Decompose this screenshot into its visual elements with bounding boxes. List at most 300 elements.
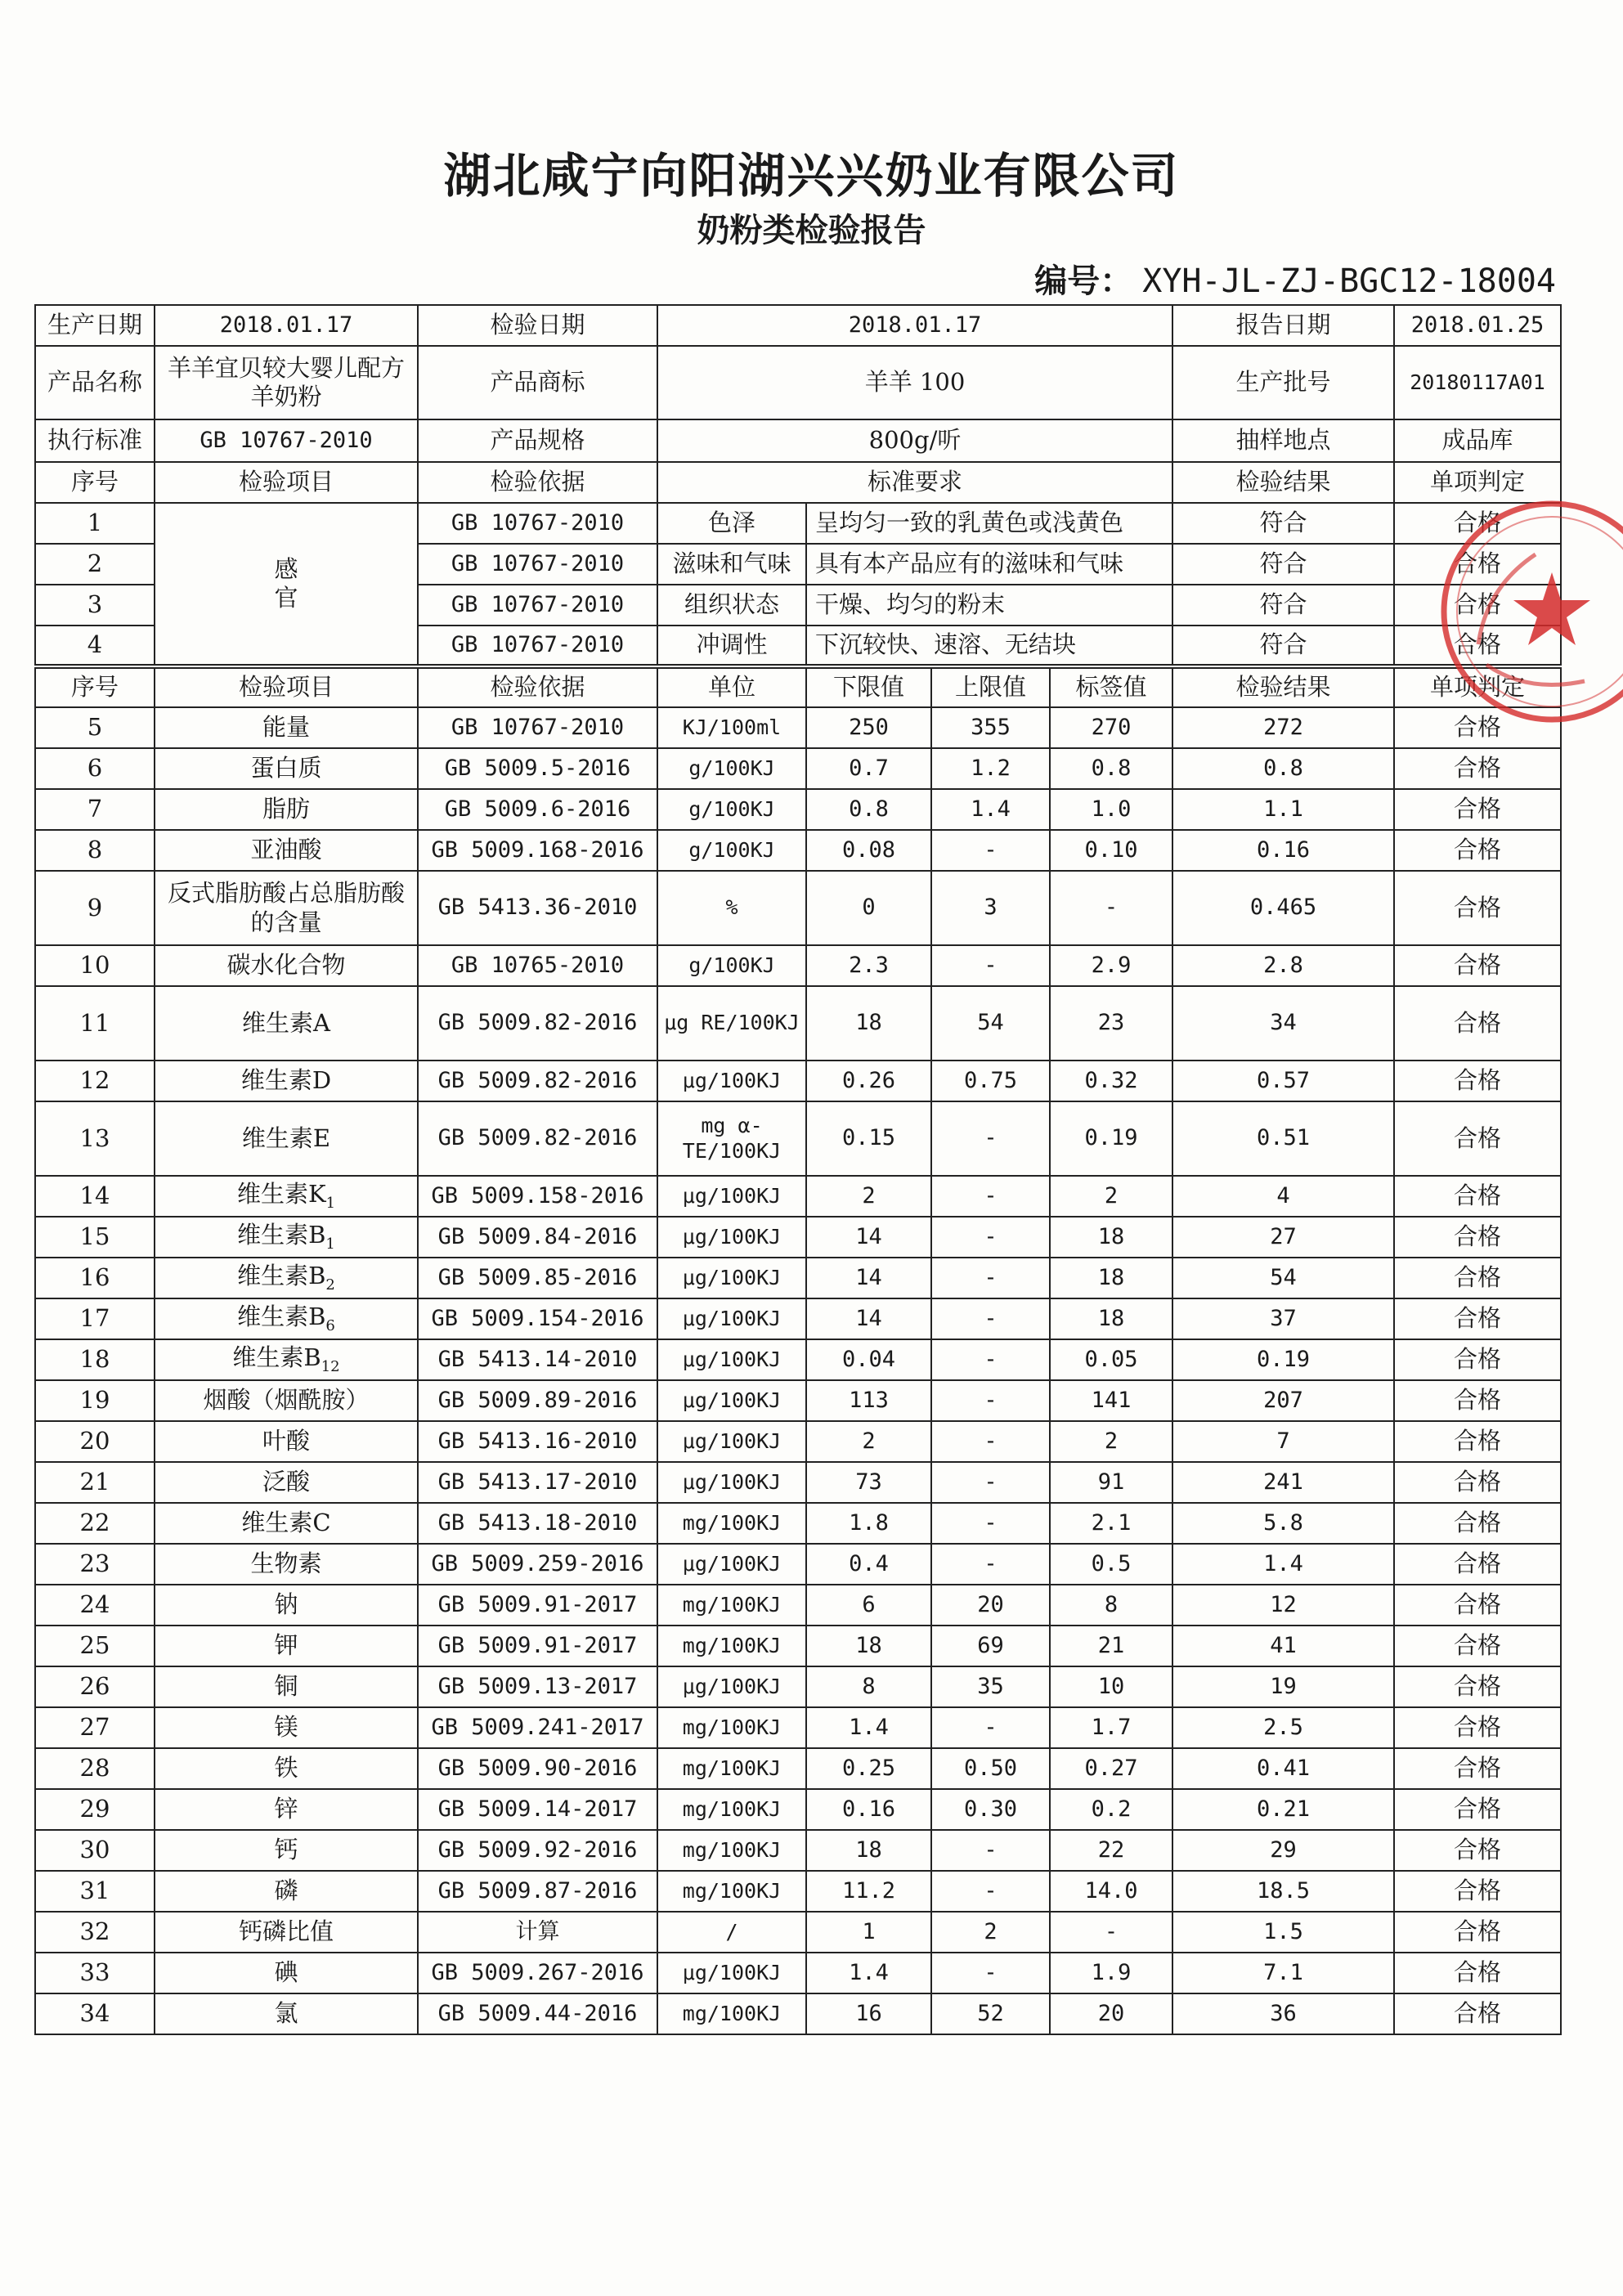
lower-limit: 1.8: [806, 1503, 931, 1544]
label-value: 0.32: [1050, 1061, 1172, 1101]
unit: mg/100KJ: [657, 1585, 806, 1626]
test-item-name: 维生素B: [232, 1343, 321, 1372]
sensory-attribute: 组织状态: [657, 585, 806, 626]
upper-limit: -: [931, 1298, 1050, 1339]
test-item-subscript: 1: [325, 1235, 335, 1253]
row-no: 22: [35, 1503, 155, 1544]
result: 0.21: [1172, 1789, 1394, 1830]
nutrient-row: [35, 789, 1561, 830]
col-no-header: 序号: [35, 666, 155, 707]
label-value: 0.5: [1050, 1544, 1172, 1585]
label-value: 21: [1050, 1626, 1172, 1666]
sensory-attribute: 色泽: [657, 503, 806, 544]
result: 18.5: [1172, 1871, 1394, 1912]
sensory-attribute: 冲调性: [657, 626, 806, 666]
test-item-name: 磷: [274, 1877, 298, 1905]
result: 符合: [1172, 503, 1394, 544]
nutrient-row: [35, 1380, 1561, 1421]
test-item-name: 烟酸（烟酰胺）: [203, 1386, 370, 1415]
col-no-header: 序号: [35, 462, 155, 503]
judgement: 合格: [1394, 1503, 1561, 1544]
col-requirement-header: 标准要求: [657, 462, 1172, 503]
report-number-label: 编号：: [1034, 262, 1133, 300]
lower-limit: 0.7: [806, 748, 931, 789]
test-item-subscript: 1: [325, 1194, 336, 1212]
result: 1.4: [1172, 1544, 1394, 1585]
row-no: 28: [35, 1748, 155, 1789]
row-no: 6: [35, 748, 155, 789]
spec-value: 800g/听: [657, 419, 1172, 462]
col-judgement-header: 单项判定: [1394, 462, 1561, 503]
label-value: 0.10: [1050, 830, 1172, 871]
row-no: 9: [35, 871, 155, 945]
result: 0.41: [1172, 1748, 1394, 1789]
row-no: 24: [35, 1585, 155, 1626]
row-no: 4: [35, 626, 155, 666]
result: 4: [1172, 1176, 1394, 1217]
upper-limit: 2: [931, 1912, 1050, 1953]
row-no: 27: [35, 1707, 155, 1748]
judgement: 合格: [1394, 1871, 1561, 1912]
info-row-2: [35, 346, 1561, 419]
result: 0.51: [1172, 1101, 1394, 1176]
basis: GB 5413.17-2010: [418, 1462, 657, 1503]
nutrient-row: [35, 1544, 1561, 1585]
result: 27: [1172, 1217, 1394, 1258]
row-no: 15: [35, 1217, 155, 1258]
standard-label: 执行标准: [35, 419, 155, 462]
test-item: [155, 1666, 418, 1707]
row-no: 14: [35, 1176, 155, 1217]
requirement: 呈均匀一致的乳黄色或浅黄色: [806, 503, 1172, 544]
sensory-group-char: 官: [274, 584, 298, 612]
upper-limit: -: [931, 1830, 1050, 1871]
insp-date-label: 检验日期: [418, 305, 657, 346]
upper-limit: -: [931, 1101, 1050, 1176]
upper-limit: 54: [931, 986, 1050, 1061]
nutrient-row: [35, 1993, 1561, 2034]
label-value: 0.8: [1050, 748, 1172, 789]
lower-limit: 2.3: [806, 945, 931, 986]
lower-limit: 1.4: [806, 1707, 931, 1748]
label-value: 270: [1050, 707, 1172, 748]
lower-limit: 0.08: [806, 830, 931, 871]
test-item: [155, 1217, 418, 1258]
unit: mg/100KJ: [657, 1871, 806, 1912]
basis: GB 5009.6-2016: [418, 789, 657, 830]
basis: GB 5009.267-2016: [418, 1953, 657, 1993]
test-item: [155, 1339, 418, 1380]
judgement: 合格: [1394, 986, 1561, 1061]
judgement: 合格: [1394, 1953, 1561, 1993]
basis: GB 5009.158-2016: [418, 1176, 657, 1217]
result: 19: [1172, 1666, 1394, 1707]
upper-limit: 1.4: [931, 789, 1050, 830]
result: 34: [1172, 986, 1394, 1061]
test-item: [155, 1258, 418, 1298]
label-value: 0.05: [1050, 1339, 1172, 1380]
test-item-name: 能量: [262, 713, 310, 742]
upper-limit: 0.50: [931, 1748, 1050, 1789]
test-item-name: 维生素K: [236, 1180, 326, 1209]
prod-date-value: 2018.01.17: [155, 305, 418, 346]
nutrient-row: [35, 1912, 1561, 1953]
lower-limit: 18: [806, 1626, 931, 1666]
nutrient-row: [35, 1871, 1561, 1912]
spec-label: 产品规格: [418, 419, 657, 462]
row-no: 17: [35, 1298, 155, 1339]
unit: %: [657, 871, 806, 945]
test-item-subscript: 12: [321, 1357, 340, 1375]
sensory-header-row: [35, 462, 1561, 503]
judgement: 合格: [1394, 830, 1561, 871]
test-item-name: 叶酸: [262, 1427, 310, 1455]
test-item-subscript: 6: [325, 1316, 335, 1334]
basis: GB 5009.5-2016: [418, 748, 657, 789]
lower-limit: 6: [806, 1585, 931, 1626]
lower-limit: 14: [806, 1217, 931, 1258]
test-item: [155, 1462, 418, 1503]
judgement: 合格: [1394, 503, 1561, 544]
test-item: [155, 1626, 418, 1666]
unit: mg/100KJ: [657, 1993, 806, 2034]
judgement: 合格: [1394, 707, 1561, 748]
result: 0.19: [1172, 1339, 1394, 1380]
unit: g/100KJ: [657, 830, 806, 871]
result: 0.465: [1172, 871, 1394, 945]
basis: GB 5413.14-2010: [418, 1339, 657, 1380]
lower-limit: 113: [806, 1380, 931, 1421]
result: 12: [1172, 1585, 1394, 1626]
brand-value: 羊羊 100: [657, 346, 1172, 419]
test-item-name: 脂肪: [262, 795, 310, 823]
test-item: [155, 871, 418, 945]
upper-limit: -: [931, 1503, 1050, 1544]
basis: GB 5009.84-2016: [418, 1217, 657, 1258]
lower-limit: 0.8: [806, 789, 931, 830]
requirement: 具有本产品应有的滋味和气味: [806, 544, 1172, 585]
test-item-name: 维生素E: [241, 1123, 331, 1152]
test-item: [155, 1061, 418, 1101]
label-value: 2: [1050, 1176, 1172, 1217]
nutrient-row: [35, 830, 1561, 871]
unit: μg/100KJ: [657, 1217, 806, 1258]
nutrient-row: [35, 871, 1561, 945]
judgement: 合格: [1394, 1061, 1561, 1101]
result: 29: [1172, 1830, 1394, 1871]
basis: GB 5413.36-2010: [418, 871, 657, 945]
row-no: 25: [35, 1626, 155, 1666]
test-item-name: 碳水化合物: [226, 951, 346, 980]
col-label-header: 标签值: [1050, 666, 1172, 707]
test-item-name: 镁: [274, 1713, 298, 1742]
label-value: 8: [1050, 1585, 1172, 1626]
test-item-name: 氯: [274, 1999, 298, 2028]
upper-limit: 35: [931, 1666, 1050, 1707]
test-item: [155, 1993, 418, 2034]
judgement: 合格: [1394, 1585, 1561, 1626]
col-item-header: 检验项目: [155, 462, 418, 503]
basis: GB 10767-2010: [418, 585, 657, 626]
label-value: 14.0: [1050, 1871, 1172, 1912]
unit: μg/100KJ: [657, 1421, 806, 1462]
basis: 计算: [418, 1912, 657, 1953]
unit: μg/100KJ: [657, 1061, 806, 1101]
upper-limit: -: [931, 1380, 1050, 1421]
judgement: 合格: [1394, 1707, 1561, 1748]
label-value: 1.0: [1050, 789, 1172, 830]
lower-limit: 1: [806, 1912, 931, 1953]
test-item: [155, 1503, 418, 1544]
basis: GB 10765-2010: [418, 945, 657, 986]
basis: GB 5009.92-2016: [418, 1830, 657, 1871]
row-no: 31: [35, 1871, 155, 1912]
standard-value: GB 10767-2010: [155, 419, 418, 462]
col-basis-header: 检验依据: [418, 666, 657, 707]
test-item: [155, 1748, 418, 1789]
upper-limit: 0.30: [931, 1789, 1050, 1830]
test-item-name: 铁: [274, 1754, 298, 1783]
unit: g/100KJ: [657, 945, 806, 986]
unit: mg/100KJ: [657, 1748, 806, 1789]
judgement: 合格: [1394, 544, 1561, 585]
row-no: 7: [35, 789, 155, 830]
result: 1.1: [1172, 789, 1394, 830]
label-value: 18: [1050, 1217, 1172, 1258]
upper-limit: -: [931, 1462, 1050, 1503]
nutrient-row: [35, 1217, 1561, 1258]
lower-limit: 2: [806, 1421, 931, 1462]
row-no: 8: [35, 830, 155, 871]
judgement: 合格: [1394, 1462, 1561, 1503]
basis: GB 5009.154-2016: [418, 1298, 657, 1339]
col-result-header: 检验结果: [1172, 666, 1394, 707]
label-value: 2.1: [1050, 1503, 1172, 1544]
upper-limit: -: [931, 1953, 1050, 1993]
sensory-group-cell: [155, 503, 418, 666]
label-value: 91: [1050, 1462, 1172, 1503]
upper-limit: -: [931, 830, 1050, 871]
result: 41: [1172, 1626, 1394, 1666]
judgement: 合格: [1394, 1748, 1561, 1789]
lower-limit: 1.4: [806, 1953, 931, 1993]
label-value: 0.2: [1050, 1789, 1172, 1830]
unit: μg/100KJ: [657, 1298, 806, 1339]
upper-limit: 355: [931, 707, 1050, 748]
test-item: [155, 945, 418, 986]
col-unit-header: 单位: [657, 666, 806, 707]
basis: GB 5413.16-2010: [418, 1421, 657, 1462]
lower-limit: 8: [806, 1666, 931, 1707]
upper-limit: 69: [931, 1626, 1050, 1666]
result: 0.57: [1172, 1061, 1394, 1101]
row-no: 5: [35, 707, 155, 748]
test-item: [155, 1707, 418, 1748]
test-item: [155, 1585, 418, 1626]
basis: GB 5009.14-2017: [418, 1789, 657, 1830]
test-item-name: 碘: [274, 1958, 298, 1987]
row-no: 20: [35, 1421, 155, 1462]
product-name-value: 羊羊宜贝较大婴儿配方羊奶粉: [155, 346, 418, 419]
row-no: 19: [35, 1380, 155, 1421]
col-judge-header: 单项判定: [1394, 666, 1561, 707]
unit: KJ/100ml: [657, 707, 806, 748]
result: 符合: [1172, 544, 1394, 585]
sampling-place-label: 抽样地点: [1172, 419, 1394, 462]
unit: μg/100KJ: [657, 1462, 806, 1503]
row-no: 30: [35, 1830, 155, 1871]
upper-limit: 1.2: [931, 748, 1050, 789]
info-row-1: [35, 305, 1561, 346]
test-item: [155, 830, 418, 871]
product-name-label: 产品名称: [35, 346, 155, 419]
row-no: 10: [35, 945, 155, 986]
lower-limit: 11.2: [806, 1871, 931, 1912]
report-subtitle: 奶粉类检验报告: [697, 212, 926, 249]
row-no: 12: [35, 1061, 155, 1101]
nutrient-row: [35, 1258, 1561, 1298]
report-date-value: 2018.01.25: [1394, 305, 1561, 346]
label-value: 22: [1050, 1830, 1172, 1871]
upper-limit: 52: [931, 1993, 1050, 2034]
sampling-place-value: 成品库: [1394, 419, 1561, 462]
result: 241: [1172, 1462, 1394, 1503]
judgement: 合格: [1394, 871, 1561, 945]
test-item-name: 维生素B: [237, 1262, 326, 1290]
judgement: 合格: [1394, 1298, 1561, 1339]
unit: mg α-TE/100KJ: [657, 1101, 806, 1176]
label-value: 2: [1050, 1421, 1172, 1462]
upper-limit: -: [931, 1421, 1050, 1462]
basis: GB 5009.90-2016: [418, 1748, 657, 1789]
upper-limit: -: [931, 1544, 1050, 1585]
label-value: 18: [1050, 1258, 1172, 1298]
lower-limit: 0.04: [806, 1339, 931, 1380]
result: 207: [1172, 1380, 1394, 1421]
report-number-value: XYH-JL-ZJ-BGC12-18004: [1142, 262, 1556, 300]
judgement: 合格: [1394, 748, 1561, 789]
label-value: 10: [1050, 1666, 1172, 1707]
lower-limit: 0.26: [806, 1061, 931, 1101]
basis: GB 10767-2010: [418, 626, 657, 666]
test-item: [155, 1912, 418, 1953]
result: 7: [1172, 1421, 1394, 1462]
judgement: 合格: [1394, 1258, 1561, 1298]
test-item-name: 维生素B: [237, 1221, 326, 1249]
result: 37: [1172, 1298, 1394, 1339]
result: 0.8: [1172, 748, 1394, 789]
label-value: 0.19: [1050, 1101, 1172, 1176]
result: 5.8: [1172, 1503, 1394, 1544]
result: 2.8: [1172, 945, 1394, 986]
judgement: 合格: [1394, 1380, 1561, 1421]
nutrient-row: [35, 1061, 1561, 1101]
test-item: [155, 1380, 418, 1421]
basis: GB 5009.89-2016: [418, 1380, 657, 1421]
lower-limit: 73: [806, 1462, 931, 1503]
test-item: [155, 1953, 418, 1993]
lower-limit: 0.4: [806, 1544, 931, 1585]
col-lower-header: 下限值: [806, 666, 931, 707]
unit: μg/100KJ: [657, 1953, 806, 1993]
judgement: 合格: [1394, 1176, 1561, 1217]
label-value: 18: [1050, 1298, 1172, 1339]
nutrient-row: [35, 1789, 1561, 1830]
row-no: 34: [35, 1993, 155, 2034]
unit: μg/100KJ: [657, 1176, 806, 1217]
test-item: [155, 1176, 418, 1217]
batch-label: 生产批号: [1172, 346, 1394, 419]
upper-limit: -: [931, 1339, 1050, 1380]
label-value: 2.9: [1050, 945, 1172, 986]
nutrient-row: [35, 1626, 1561, 1666]
test-item-name: 钾: [274, 1631, 298, 1660]
test-item: [155, 1830, 418, 1871]
unit: μg RE/100KJ: [657, 986, 806, 1061]
test-item: [155, 1871, 418, 1912]
result: 7.1: [1172, 1953, 1394, 1993]
unit: mg/100KJ: [657, 1830, 806, 1871]
row-no: 32: [35, 1912, 155, 1953]
lower-limit: 14: [806, 1258, 931, 1298]
nutrient-row: [35, 1298, 1561, 1339]
test-item-name: 生物素: [250, 1549, 322, 1578]
label-value: -: [1050, 1912, 1172, 1953]
unit: g/100KJ: [657, 789, 806, 830]
nutrient-row: [35, 748, 1561, 789]
test-item: [155, 1101, 418, 1176]
judgement: 合格: [1394, 1993, 1561, 2034]
brand-label: 产品商标: [418, 346, 657, 419]
nutrient-row: [35, 707, 1561, 748]
lower-limit: 18: [806, 986, 931, 1061]
judgement: 合格: [1394, 626, 1561, 666]
nutrient-row: [35, 945, 1561, 986]
unit: μg/100KJ: [657, 1544, 806, 1585]
row-no: 11: [35, 986, 155, 1061]
result: 符合: [1172, 626, 1394, 666]
inspection-table: [34, 304, 1562, 2035]
lower-limit: 0.15: [806, 1101, 931, 1176]
label-value: 23: [1050, 986, 1172, 1061]
upper-limit: -: [931, 1707, 1050, 1748]
basis: GB 5009.168-2016: [418, 830, 657, 871]
test-item: [155, 986, 418, 1061]
upper-limit: 20: [931, 1585, 1050, 1626]
basis: GB 5009.241-2017: [418, 1707, 657, 1748]
judgement: 合格: [1394, 1666, 1561, 1707]
label-value: 0.27: [1050, 1748, 1172, 1789]
nutrient-row: [35, 1748, 1561, 1789]
basis: GB 10767-2010: [418, 544, 657, 585]
unit: mg/100KJ: [657, 1503, 806, 1544]
basis: GB 5009.44-2016: [418, 1993, 657, 2034]
nutrient-row: [35, 1101, 1561, 1176]
basis: GB 5009.91-2017: [418, 1585, 657, 1626]
result: 1.5: [1172, 1912, 1394, 1953]
basis: GB 5009.91-2017: [418, 1626, 657, 1666]
test-item: [155, 1298, 418, 1339]
basis: GB 5009.82-2016: [418, 1061, 657, 1101]
test-item-name: 维生素D: [240, 1066, 332, 1095]
lower-limit: 16: [806, 1993, 931, 2034]
row-no: 3: [35, 585, 155, 626]
judgement: 合格: [1394, 945, 1561, 986]
lower-limit: 18: [806, 1830, 931, 1871]
judgement: 合格: [1394, 789, 1561, 830]
col-basis-header: 检验依据: [418, 462, 657, 503]
judgement: 合格: [1394, 1544, 1561, 1585]
